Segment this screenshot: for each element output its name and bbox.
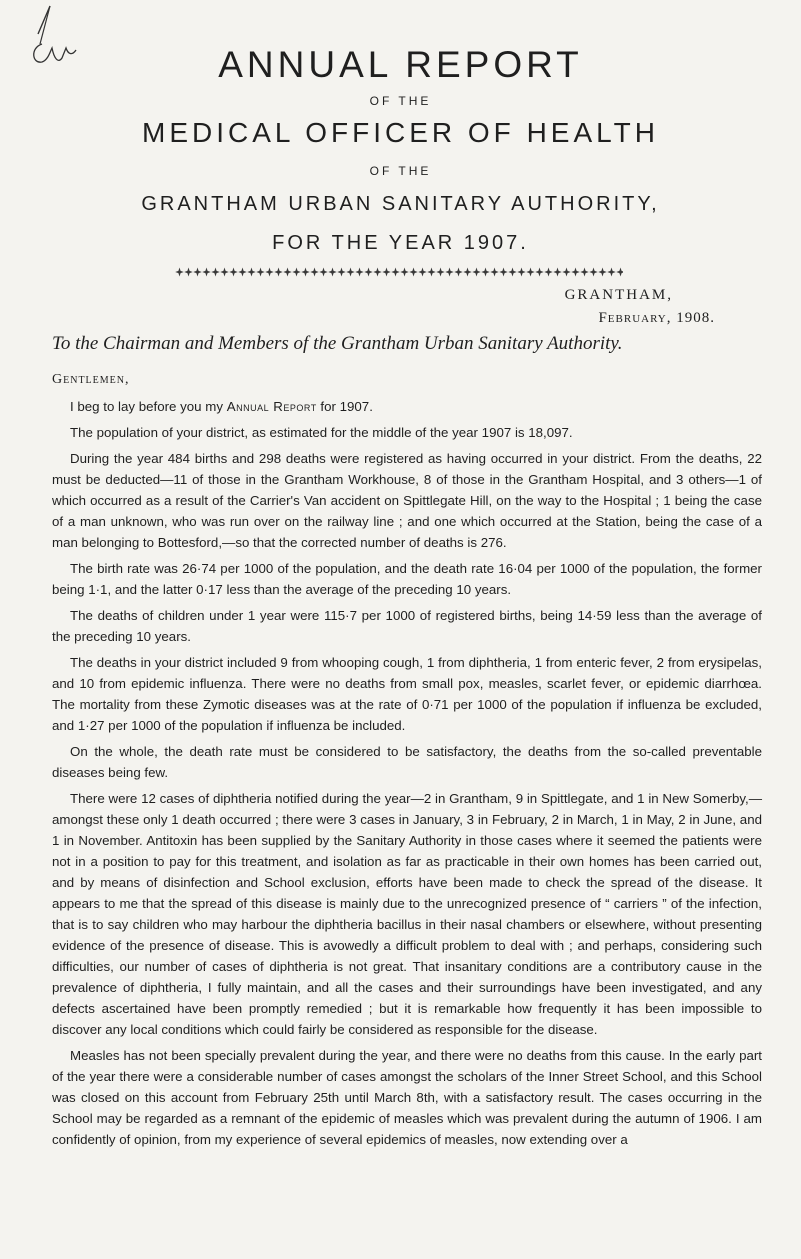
report-body — [52, 396, 762, 1155]
decorative-divider — [175, 267, 623, 277]
location-line: GRANTHAM, — [564, 287, 673, 303]
report-title: ANNUAL REPORT — [218, 44, 583, 85]
salutation: Gentlemen, — [52, 372, 130, 387]
subtitle-year: FOR THE YEAR 1907. — [272, 232, 529, 254]
paragraph-summary: On the whole, the death rate must be considered to be satisfactory, the deaths from the so-called preventable diseases being few. — [52, 744, 762, 780]
paragraph-zymotic: The deaths in your district included 9 from whooping cough, 1 from diphtheria, 1 from enteric fever, 2 from erysipelas, and 10 from epidemic influenza. There were no deaths from small pox, measles, scarlet fever, or epidemic diarrhœa. The mortality from these Zymotic diseases was at the rate of 0·71 per 1000 of the population if influenza be excluded, and 1·27 per 1000 of the population if influenza be included. — [52, 655, 762, 733]
subtitle-authority: GRANTHAM URBAN SANITARY AUTHORITY, — [141, 193, 660, 215]
paragraph-rates: The birth rate was 26·74 per 1000 of the population, and the death rate 16·04 per 1000 of the population, the former being 1·1, and the latter 0·17 less than the average of the preceding 10 years. — [52, 561, 762, 597]
subtitle-medical-officer: MEDICAL OFFICER OF HEALTH — [142, 117, 659, 148]
subtitle-of-the-2: OF THE — [369, 164, 432, 178]
paragraph-diphtheria: There were 12 cases of diphtheria notified during the year—2 in Grantham, 9 in Spittlegate, and 1 in New Somerby,—amongst these only 1 death occurred ; there were 3 cases in January, 3 in February, 2 in March, 1 in May, 2 in June, and 1 in November. Antitoxin has been supplied by the Sanitary Authority in those cases where it seemed the patients were not in a position to pay for this treatment, and isolation as far as practicable in their own homes has been carried out, and by means of disinfection and School exclusion, efforts have been made to check the spread of the disease. It appears to me that the spread of this disease is mainly due to the unrecognized presence of “ carriers ” of the infection, that is to say children who may harbour the diphtheria bacillus in their nasal chambers or elsewhere, without presenting evidence of the presence of disease. This is avowedly a difficult problem to deal with ; and perhaps, considering such difficulties, our number of cases of diphtheria is not great. That insanitary conditions are a contributory cause in the prevalence of diphtheria, I fully maintain, and all the cases and their surroundings have been investigated, and any defects ascertained have been promptly remedied ; but it is remarkable how frequently it has been impossible to discover any local conditions which could fairly be considered as responsible for the disease. — [52, 791, 762, 1037]
address-line: To the Chairman and Members of the Grantham Urban Sanitary Authority. — [52, 333, 623, 354]
paragraph-population: The population of your district, as estimated for the middle of the year 1907 is 18,097. — [70, 425, 573, 440]
paragraph-measles: Measles has not been specially prevalent during the year, and there were no deaths from this cause. In the early part of the year there were a considerable number of cases amongst the scholars of the Inner Street School, and this School was closed on this account from February 25th until March 8th, with a satisfactory result. The cases occurring in the School may be regarded as a remnant of the epidemic of measles which was prevalent during the autumn of 1906. I am confidently of opinion, from my experience of several epidemics of measles, now extending over a — [52, 1048, 762, 1147]
paragraph-intro: I beg to lay before you my Annual Report for 1907. — [70, 399, 373, 414]
paragraph-births-deaths: During the year 484 births and 298 deaths were registered as having occurred in your district. From the deaths, 22 must be deducted—11 of those in the Grantham Workhouse, 8 of those in the Grantham Hospital, and 3 others—1 of which occurred as a result of the Carrier's Van accident on Spittlegate Hill, on the way to the Hospital ; 1 being the case of a man unknown, who was run over on the railway line ; and one which occurred at the Station, being the case of a man belonging to Bottesford,—so that the corrected number of deaths is 276. — [52, 451, 762, 550]
date-line: February, 1908. — [598, 310, 715, 326]
subtitle-of-the-1: OF THE — [369, 94, 432, 108]
paragraph-infant-deaths: The deaths of children under 1 year were 115·7 per 1000 of registered births, being 14·59 less than the average of the preceding 10 years. — [52, 608, 762, 644]
